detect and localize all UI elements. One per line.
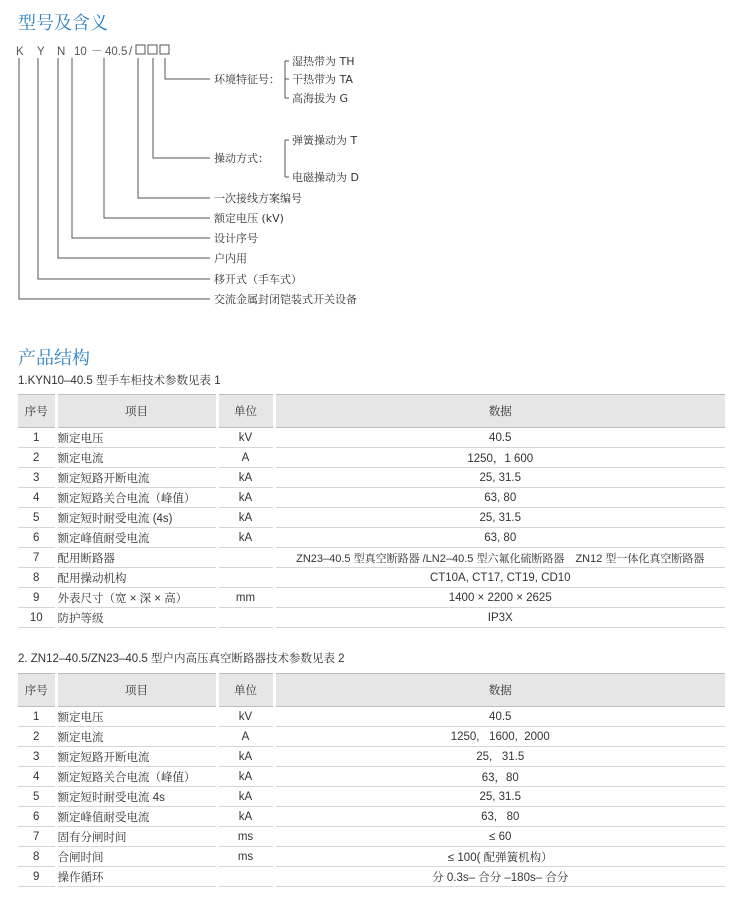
code-char: －	[91, 46, 103, 58]
cell-index: 3	[18, 468, 56, 488]
cell-unit: ms	[217, 827, 274, 847]
cell-item: 合闸时间	[56, 847, 217, 867]
cell-item: 额定短路关合电流（峰值）	[56, 488, 217, 508]
product-structure-heading: 产品结构	[18, 348, 90, 368]
cell-unit: A	[217, 727, 274, 747]
cell-data: CT10A, CT17, CT19, CD10	[274, 568, 725, 588]
cell-index: 5	[18, 508, 56, 528]
voltage-label: 额定电压 (kV)	[214, 212, 284, 225]
cell-unit: kV	[217, 428, 274, 448]
cell-data: 1250，1 600	[274, 448, 725, 468]
cell-unit: ms	[217, 847, 274, 867]
cell-unit: mm	[217, 588, 274, 608]
cell-index: 4	[18, 488, 56, 508]
table-row	[18, 528, 725, 548]
cell-unit	[217, 608, 274, 628]
cell-index: 4	[18, 767, 56, 787]
cell-unit: kA	[217, 747, 274, 767]
env-label: 环境特征号：	[214, 73, 280, 86]
cell-unit: kA	[217, 807, 274, 827]
header-item: 项目	[56, 395, 217, 428]
table-row	[18, 727, 725, 747]
cell-index: 7	[18, 548, 56, 568]
cell-data: 40.5	[274, 707, 725, 727]
table-row	[18, 428, 725, 448]
indoor-label: 户内用	[214, 252, 247, 265]
code-char: 40.5	[105, 46, 128, 58]
cell-unit	[217, 867, 274, 887]
header-data: 数据	[274, 395, 725, 428]
cell-item: 额定短路关合电流（峰值）	[56, 767, 217, 787]
table1-caption: 1.KYN10–40.5 型手车柜技术参数见表 1	[18, 375, 221, 387]
cell-data: ≤ 60	[274, 827, 725, 847]
cell-unit: kA	[217, 528, 274, 548]
cell-item: 额定电流	[56, 727, 217, 747]
code-box	[160, 45, 169, 54]
cell-index: 9	[18, 588, 56, 608]
cell-index: 8	[18, 847, 56, 867]
cell-item: 防护等级	[56, 608, 217, 628]
table-header-row	[18, 674, 725, 707]
cell-unit	[217, 548, 274, 568]
cell-unit: A	[217, 448, 274, 468]
op-option: 弹簧操动为 T	[292, 134, 358, 147]
cell-item: 额定电流	[56, 448, 217, 468]
cell-data: 63, 80	[274, 807, 725, 827]
cell-item: 额定短路开断电流	[56, 747, 217, 767]
cell-index: 10	[18, 608, 56, 628]
cell-index: 6	[18, 528, 56, 548]
env-option: 湿热带为 TH	[292, 55, 355, 68]
table-row	[18, 847, 725, 867]
code-char: 10	[74, 46, 87, 58]
leader-line-removable	[38, 58, 210, 279]
table-row	[18, 807, 725, 827]
header-item: 项目	[56, 674, 217, 707]
table2	[18, 673, 725, 887]
cell-index: 2	[18, 727, 56, 747]
cell-item: 外表尺寸（宽 × 深 × 高）	[56, 588, 217, 608]
cell-data: 分 0.3s– 合分 –180s– 合分	[274, 867, 725, 887]
cell-index: 2	[18, 448, 56, 468]
table-row	[18, 548, 725, 568]
cell-data: 25, 31.5	[274, 508, 725, 528]
leader-line-ac	[19, 58, 210, 299]
code-char: /	[129, 46, 133, 58]
header-index: 序号	[18, 395, 56, 428]
cell-index: 3	[18, 747, 56, 767]
cell-data: 25, 31.5	[274, 787, 725, 807]
env-option: 高海拔为 G	[292, 92, 349, 105]
cell-data: 63，80	[274, 767, 725, 787]
cell-item: 配用操动机构	[56, 568, 217, 588]
cell-unit: kA	[217, 488, 274, 508]
cell-item: 额定峰值耐受电流	[56, 807, 217, 827]
leader-line-op	[153, 58, 210, 158]
cell-unit: kA	[217, 468, 274, 488]
table-row	[18, 767, 725, 787]
cell-index: 1	[18, 707, 56, 727]
cell-unit	[217, 568, 274, 588]
table-row	[18, 827, 725, 847]
table2-caption: 2. ZN12–40.5/ZN23–40.5 型户内高压真空断路器技术参数见表 2	[18, 653, 345, 665]
cell-item: 额定电压	[56, 428, 217, 448]
table-row	[18, 508, 725, 528]
cell-item: 固有分闸时间	[56, 827, 217, 847]
cell-item: 额定短路开断电流	[56, 468, 217, 488]
code-box	[148, 45, 157, 54]
table-row	[18, 568, 725, 588]
cell-data: 63, 80	[274, 488, 725, 508]
cell-unit: kV	[217, 707, 274, 727]
table-row	[18, 787, 725, 807]
table-row	[18, 588, 725, 608]
header-data: 数据	[274, 674, 725, 707]
cell-index: 5	[18, 787, 56, 807]
table-row	[18, 867, 725, 887]
cell-item: 额定短时耐受电流 (4s)	[56, 508, 217, 528]
table-row	[18, 747, 725, 767]
table-row	[18, 488, 725, 508]
ac-label: 交流金属封闭铠装式开关设备	[214, 293, 357, 306]
table-row	[18, 608, 725, 628]
serial-label: 设计序号	[214, 232, 258, 245]
code-box	[136, 45, 145, 54]
header-index: 序号	[18, 674, 56, 707]
cell-index: 7	[18, 827, 56, 847]
op-label: 操动方式：	[214, 152, 269, 165]
cell-data: 1400 × 2200 × 2625	[274, 588, 725, 608]
cell-item: 配用断路器	[56, 548, 217, 568]
cell-item: 操作循环	[56, 867, 217, 887]
table-row	[18, 448, 725, 468]
cell-index: 6	[18, 807, 56, 827]
cell-data: ≤ 100( 配弹簧机构）	[274, 847, 725, 867]
header-unit: 单位	[217, 674, 274, 707]
code-char: K	[16, 46, 24, 58]
cell-item: 额定峰值耐受电流	[56, 528, 217, 548]
env-option: 干热带为 TA	[292, 73, 353, 86]
cell-data: 25, 31.5	[274, 468, 725, 488]
cell-unit: kA	[217, 508, 274, 528]
cell-index: 8	[18, 568, 56, 588]
wiring-label: 一次接线方案编号	[214, 192, 302, 205]
code-char: Y	[37, 46, 45, 58]
model-meaning-heading: 型号及含义	[18, 13, 108, 33]
leader-line-voltage	[104, 58, 210, 218]
cell-index: 9	[18, 867, 56, 887]
op-option: 电磁操动为 D	[292, 171, 359, 184]
removable-label: 移开式（手车式）	[214, 273, 302, 286]
cell-index: 1	[18, 428, 56, 448]
cell-unit: kA	[217, 787, 274, 807]
cell-data: 1250, 1600, 2000	[274, 727, 725, 747]
cell-data: 25, 31.5	[274, 747, 725, 767]
table-row	[18, 468, 725, 488]
table1	[18, 394, 725, 628]
cell-item: 额定电压	[56, 707, 217, 727]
table-header-row	[18, 395, 725, 428]
cell-item: 额定短时耐受电流 4s	[56, 787, 217, 807]
cell-data: 40.5	[274, 428, 725, 448]
leader-line-serial	[72, 58, 210, 238]
table-row	[18, 707, 725, 727]
leader-line-env	[165, 58, 210, 79]
code-char: N	[57, 46, 66, 58]
header-unit: 单位	[217, 395, 274, 428]
cell-data: IP3X	[274, 608, 725, 628]
cell-data: 63, 80	[274, 528, 725, 548]
cell-unit: kA	[217, 767, 274, 787]
model-code-diagram	[0, 0, 750, 330]
cell-data: ZN23–40.5 型真空断路器 /LN2–40.5 型六氟化硫断路器 ZN12 型一体化真空断路器	[274, 548, 725, 568]
